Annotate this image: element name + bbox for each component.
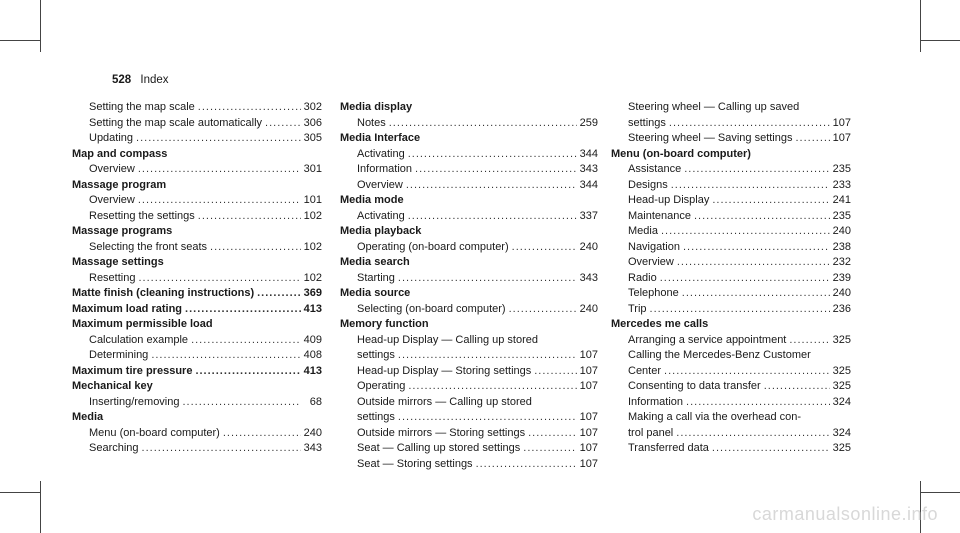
- index-entry: [340, 271, 598, 287]
- index-column-3: [611, 100, 851, 457]
- page-reference: 238: [832, 240, 851, 253]
- section-title: Index: [140, 74, 169, 86]
- index-entry-text: Selecting the front seats: [89, 240, 208, 253]
- page-reference: 343: [303, 442, 322, 454]
- index-entry: [72, 333, 322, 349]
- index-entry: [340, 348, 598, 364]
- page-reference: 409: [303, 333, 322, 346]
- index-entry-text: Arranging a service appointment: [628, 333, 787, 346]
- index-entry: [611, 162, 851, 178]
- index-entry: [72, 162, 322, 178]
- index-entry-text: Radio: [628, 271, 657, 284]
- page-reference: 241: [832, 194, 851, 206]
- index-entry: [611, 255, 851, 271]
- index-entry: [611, 131, 851, 147]
- page-reference: 369: [303, 287, 322, 299]
- dot-leader: [198, 209, 301, 225]
- index-entry: [72, 209, 322, 225]
- index-entry: [611, 395, 851, 411]
- dot-leader: [664, 364, 830, 380]
- dot-leader: [191, 333, 301, 349]
- page-reference: 102: [303, 271, 322, 284]
- index-entry-text: Setting the map scale automatically: [89, 116, 263, 129]
- dot-leader: [223, 426, 301, 442]
- index-entry: [72, 271, 322, 287]
- page-reference: 68: [309, 395, 322, 408]
- page-reference: 301: [303, 163, 322, 175]
- dot-leader: [136, 131, 301, 147]
- page-reference: 305: [303, 132, 322, 144]
- index-entry: [611, 364, 851, 380]
- index-entry-text: Steering wheel — Saving settings: [628, 132, 793, 144]
- crop-mark: [0, 40, 40, 41]
- page-reference: 343: [579, 163, 598, 175]
- index-entry-text: Information: [628, 395, 684, 408]
- index-entry-text: Operating: [357, 380, 406, 392]
- page-reference: 240: [832, 225, 851, 237]
- watermark: carmanualsonline.info: [752, 504, 938, 524]
- index-entry-text: Designs: [628, 178, 668, 191]
- index-entry-text: Head-up Display: [628, 194, 710, 206]
- index-entry-text: Information: [357, 163, 413, 175]
- page-reference: 102: [303, 240, 322, 253]
- index-entry-text: settings: [628, 116, 666, 129]
- index-entry-text: Searching: [89, 442, 139, 454]
- dot-leader: [683, 240, 830, 256]
- index-entry-text: Updating: [89, 132, 134, 144]
- index-entry: [340, 178, 598, 194]
- page-reference: 101: [303, 194, 322, 206]
- index-entry-text: Navigation: [628, 240, 680, 253]
- index-entry-text: Maximum load rating: [72, 302, 183, 315]
- dot-leader: [265, 116, 301, 132]
- page-reference: 107: [579, 442, 598, 454]
- index-heading: Media: [72, 411, 104, 423]
- index-entry: [340, 302, 598, 318]
- page-reference: 306: [303, 116, 322, 129]
- page-reference: 302: [303, 101, 322, 113]
- index-entry-text: Overview: [89, 163, 135, 175]
- dot-leader: [512, 240, 577, 256]
- dot-leader: [257, 286, 301, 302]
- index-heading: Media playback: [340, 225, 422, 237]
- index-column-1: [72, 100, 322, 457]
- dot-leader: [406, 178, 577, 194]
- index-entry-text: Resetting the settings: [89, 209, 195, 222]
- dot-leader: [534, 364, 576, 380]
- page-reference: 235: [832, 209, 851, 222]
- index-entry-text: Maximum tire pressure: [72, 364, 193, 377]
- index-entry: [340, 240, 598, 256]
- dot-leader: [712, 193, 829, 209]
- index-entry: [72, 193, 322, 209]
- index-entry: [611, 193, 851, 209]
- page-reference: 240: [832, 287, 851, 299]
- index-entry-text: Seat — Storing settings: [357, 457, 473, 470]
- page-reference: 343: [579, 271, 598, 284]
- index-entry-text: Outside mirrors — Calling up stored: [357, 395, 532, 408]
- page-reference: 232: [832, 256, 851, 268]
- page-reference: 240: [579, 302, 598, 315]
- dot-leader: [198, 100, 301, 116]
- index-entry: [611, 302, 851, 318]
- dot-leader: [476, 457, 577, 473]
- index-heading: Massage settings: [72, 256, 164, 268]
- index-entry-text: Head-up Display — Storing settings: [357, 364, 532, 377]
- index-heading: Media display: [340, 101, 413, 113]
- index-heading: Massage program: [72, 178, 167, 191]
- index-entry: [340, 147, 598, 163]
- page-reference: 344: [579, 147, 598, 160]
- dot-leader: [138, 271, 300, 287]
- index-entry: [340, 410, 598, 426]
- index-entry-text: Center: [628, 364, 662, 377]
- index-entry-text: Selecting (on-board computer): [357, 302, 506, 315]
- page-reference: 233: [832, 178, 851, 191]
- dot-leader: [682, 286, 830, 302]
- page-reference: 259: [579, 116, 598, 129]
- index-column-2: [340, 100, 598, 472]
- index-entry-text: Calling the Mercedes-Benz Customer: [628, 349, 811, 361]
- index-entry-text: Calculation example: [89, 333, 189, 346]
- dot-leader: [398, 348, 577, 364]
- dot-leader: [669, 116, 830, 132]
- dot-leader: [650, 302, 830, 318]
- index-entry: [340, 379, 598, 395]
- index-entry: [611, 379, 851, 395]
- dot-leader: [408, 147, 577, 163]
- page-reference: 107: [579, 457, 598, 470]
- dot-leader: [523, 441, 576, 457]
- dot-leader: [694, 209, 830, 225]
- crop-mark: [40, 481, 41, 533]
- dot-leader: [509, 302, 577, 318]
- index-entry-text: Head-up Display — Calling up stored: [357, 333, 538, 346]
- dot-leader: [183, 395, 302, 411]
- index-heading: Mechanical key: [72, 380, 153, 392]
- dot-leader: [661, 224, 830, 240]
- index-heading: Mercedes me calls: [611, 318, 709, 330]
- index-entry: [611, 271, 851, 287]
- index-entry: [72, 395, 322, 411]
- page-reference: 240: [579, 240, 598, 253]
- dot-leader: [684, 162, 829, 178]
- page-reference: 325: [832, 364, 851, 377]
- index-entry-text: Matte finish (cleaning instructions): [72, 287, 255, 299]
- dot-leader: [210, 240, 301, 256]
- index-entry-text: settings: [357, 349, 395, 361]
- dot-leader: [676, 426, 829, 442]
- index-entry: [340, 162, 598, 178]
- page-reference: 324: [832, 426, 851, 439]
- index-entry: [611, 286, 851, 302]
- index-entry-text: trol panel: [628, 426, 674, 439]
- crop-mark: [40, 0, 41, 52]
- page-reference: 107: [832, 116, 851, 129]
- index-entry-text: Maintenance: [628, 209, 691, 222]
- index-entry: [340, 457, 598, 473]
- dot-leader: [138, 193, 301, 209]
- page-reference: 107: [579, 349, 598, 361]
- index-entry: [340, 116, 598, 132]
- index-entry-text: Resetting: [89, 271, 136, 284]
- index-entry-text: Overview: [89, 194, 135, 206]
- index-entry: [72, 286, 322, 302]
- dot-leader: [677, 255, 830, 271]
- page-reference: 413: [303, 364, 322, 377]
- dot-leader: [389, 116, 577, 132]
- index-entry-text: Telephone: [628, 287, 679, 299]
- dot-leader: [195, 364, 300, 380]
- dot-leader: [415, 162, 577, 178]
- dot-leader: [671, 178, 830, 194]
- index-heading: Massage programs: [72, 225, 173, 237]
- dot-leader: [795, 131, 829, 147]
- index-entry-text: Determining: [89, 349, 149, 361]
- index-entry: [340, 426, 598, 442]
- index-entry-text: Activating: [357, 147, 405, 160]
- dot-leader: [528, 426, 577, 442]
- page-reference: 408: [303, 349, 322, 361]
- dot-leader: [764, 379, 830, 395]
- page-reference: 239: [832, 271, 851, 284]
- page-reference: 107: [579, 364, 598, 377]
- index-heading: Maximum permissible load: [72, 318, 213, 330]
- page-reference: 344: [579, 178, 598, 191]
- index-heading: Media search: [340, 256, 410, 268]
- dot-leader: [408, 379, 576, 395]
- index-entry: [72, 348, 322, 364]
- index-entry-text: Menu (on-board computer): [89, 426, 220, 439]
- index-entry: [611, 333, 851, 349]
- index-heading: Media Interface: [340, 132, 421, 144]
- dot-leader: [660, 271, 830, 287]
- page-reference: 107: [579, 411, 598, 423]
- index-entry: [72, 302, 322, 318]
- page-reference: 337: [579, 209, 598, 222]
- index-entry-text: Inserting/removing: [89, 395, 180, 408]
- index-entry: [340, 364, 598, 380]
- index-entry-text: Operating (on-board computer): [357, 240, 509, 253]
- page-reference: 413: [303, 302, 322, 315]
- dot-leader: [151, 348, 300, 364]
- dot-leader: [686, 395, 830, 411]
- index-entry-text: Media: [628, 225, 658, 237]
- index-entry-text: Overview: [628, 256, 674, 268]
- crop-mark: [920, 0, 921, 52]
- dot-leader: [185, 302, 301, 318]
- index-entry: [611, 209, 851, 225]
- dot-leader: [712, 441, 830, 457]
- index-entry-text: Notes: [357, 116, 386, 129]
- index-entry: [611, 224, 851, 240]
- index-entry-text: Outside mirrors — Storing settings: [357, 426, 526, 439]
- crop-mark: [0, 492, 40, 493]
- index-entry: [611, 178, 851, 194]
- dot-leader: [398, 271, 577, 287]
- index-entry: [72, 364, 322, 380]
- dot-leader: [138, 162, 301, 178]
- index-heading: Media mode: [340, 194, 404, 206]
- index-entry: [611, 240, 851, 256]
- index-entry-text: Seat — Calling up stored settings: [357, 442, 521, 454]
- index-entry: [340, 209, 598, 225]
- index-entry-text: Setting the map scale: [89, 101, 195, 113]
- page-reference: 102: [303, 209, 322, 222]
- index-entry: [611, 426, 851, 442]
- index-entry-text: Trip: [628, 302, 647, 315]
- page-reference: 107: [832, 132, 851, 144]
- index-entry-text: Overview: [357, 178, 403, 191]
- index-entry-text: Starting: [357, 271, 395, 284]
- index-entry: [72, 240, 322, 256]
- dot-leader: [789, 333, 829, 349]
- page-reference: 324: [832, 395, 851, 408]
- page-reference: 236: [832, 302, 851, 315]
- index-entry-text: Consenting to data transfer: [628, 380, 761, 392]
- dot-leader: [142, 441, 301, 457]
- index-entry: [72, 441, 322, 457]
- page-header: [112, 74, 169, 86]
- index-entry-text: Activating: [357, 209, 405, 222]
- page-reference: 325: [832, 333, 851, 346]
- page-reference: 325: [832, 380, 851, 392]
- crop-mark: [920, 492, 960, 493]
- index-entry: [72, 116, 322, 132]
- page-reference: 325: [832, 442, 851, 454]
- index-entry: [611, 116, 851, 132]
- index-heading: Menu (on-board computer): [611, 147, 751, 160]
- index-entry: [72, 100, 322, 116]
- index-heading: Media source: [340, 287, 411, 299]
- index-entry: [72, 426, 322, 442]
- index-heading: Map and compass: [72, 147, 168, 160]
- index-entry-text: settings: [357, 411, 395, 423]
- crop-mark: [920, 40, 960, 41]
- page-reference: 107: [579, 426, 598, 439]
- index-entry: [340, 441, 598, 457]
- page-number: 528: [112, 74, 132, 86]
- index-entry-text: Steering wheel — Calling up saved: [628, 101, 800, 113]
- index-entry: [611, 441, 851, 457]
- page-reference: 235: [832, 163, 851, 175]
- dot-leader: [398, 410, 577, 426]
- dot-leader: [408, 209, 577, 225]
- page-reference: 240: [303, 426, 322, 439]
- index-entry: [72, 131, 322, 147]
- index-entry-text: Assistance: [628, 163, 682, 175]
- page-reference: 107: [579, 380, 598, 392]
- index-entry-text: Transferred data: [628, 442, 709, 454]
- index-entry-text: Making a call via the overhead con-: [628, 411, 802, 423]
- index-heading: Memory function: [340, 318, 429, 330]
